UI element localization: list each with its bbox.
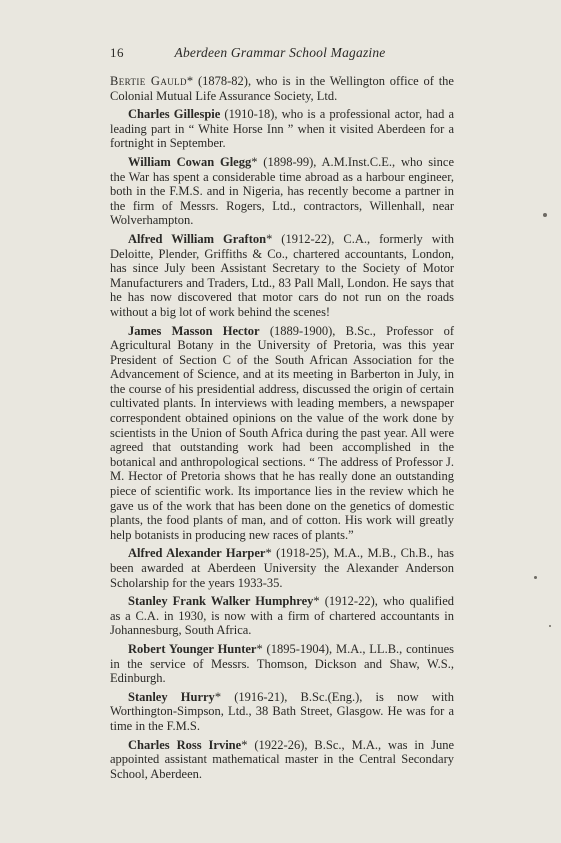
entry-hurry	[110, 690, 454, 734]
entry-name: Alfred William Grafton	[128, 231, 267, 246]
entry-text: * (1916-21), B.Sc.(Eng.), is now with Worthington-Simpson, Ltd., 38 Bath Street, Glasgow. He was for a time in the F.M.S.	[110, 689, 455, 733]
paper-speck	[543, 213, 547, 217]
entry-name: Stanley Frank Walker Humphrey	[128, 594, 314, 609]
entry-name: Robert Younger Hunter	[128, 641, 257, 656]
article-body	[110, 74, 454, 785]
entry-name: Charles Gillespie	[128, 107, 221, 122]
entry-name: Alfred Alexander Harper	[128, 546, 266, 561]
entry-text: * (1922-26), B.Sc., M.A., was in June appointed assistant mathematical master in the Central Secondary School, Aberdeen.	[110, 737, 454, 781]
entry-text: * (1895-1904), M.A., LL.B., continues in the service of Messrs. Thomson, Dickson and Shaw, W.S., Edinburgh.	[110, 641, 454, 686]
entry-name: Charles Ross Irvine	[128, 737, 242, 752]
entry-hunter	[110, 642, 454, 686]
entry-name: James Masson Hector	[128, 323, 260, 338]
entry-text: (1910-18), who is a professional actor, had a leading part in “ White Horse Inn ” when it visited Aberdeen for a fortnight in September.	[110, 107, 454, 151]
entry-name: Bertie Gauld	[110, 74, 187, 88]
entry-gauld	[110, 74, 454, 103]
entry-text: * (1878-82), who is in the Wellington office of the Colonial Mutual Life Assurance Society, Ltd.	[110, 74, 454, 103]
entry-text: * (1918-25), M.A., M.B., Ch.B., has been awarded at Aberdeen University the Alexander Anderson Scholarship for the years 1933-35.	[110, 546, 455, 590]
entry-gillespie	[110, 107, 454, 151]
entry-harper	[110, 546, 454, 590]
entry-name: Stanley Hurry	[128, 689, 215, 704]
page-number: 16	[110, 45, 124, 60]
paper-speck	[534, 576, 537, 579]
entry-text: * (1912-22), who qualified as a C.A. in 1930, is now with a firm of chartered accountants in Johannesburg, South Africa.	[110, 594, 454, 638]
paper-speck	[549, 625, 551, 627]
entry-glegg	[110, 155, 454, 228]
entry-humphrey	[110, 594, 454, 638]
entry-text: * (1912-22), C.A., formerly with Deloitte, Plender, Griffiths & Co., chartered accountants, London, has since July been Assistant Secretary to the Society of Motor Manufacturers and Traders, Ltd., 83 Pall Mall, London. He says that he has now discovered that motor cars do not run on the roads without a big lot of work behind the scenes!	[110, 231, 454, 319]
entry-text: * (1898-99), A.M.Inst.C.E., who since the War has spent a considerable time abroad as a harbour engineer, both in the F.M.S. and in Nigeria, has recently become a partner in the firm of Messrs. Rogers, Ltd., contractors, Willenhall, near Wolverhampton.	[110, 154, 454, 228]
page-header	[110, 45, 450, 65]
entry-hector	[110, 324, 454, 543]
entry-grafton	[110, 232, 454, 320]
entry-irvine	[110, 738, 454, 782]
entry-text: (1889-1900), B.Sc., Professor of Agricultural Botany in the University of Pretoria, was this year President of Section C of the South African Association for the Advancement of Science, and at its meeting in Barberton in July, in the course of his presidential address, discussed the origin of certain cultivated plants. In interviews with leading members, a newspaper correspondent obtained opinions on the value of the work done by scientists in the Union of South Africa during the past year. All were agreed that outstanding work had been accomplished in the botanical and anthropological sections. “ The address of Professor J. M. Hector of Pretoria shows that he has really done an outstanding piece of scientific work. Its importance lies in the review which he gave us of the work that has been done on the genetics of domestic plants, the food plants of man, and of cotton. His work will greatly help botanists in producing new races of plants.”	[110, 323, 454, 542]
journal-title: Aberdeen Grammar School Magazine	[174, 45, 386, 60]
entry-name: William Cowan Glegg	[128, 154, 252, 169]
